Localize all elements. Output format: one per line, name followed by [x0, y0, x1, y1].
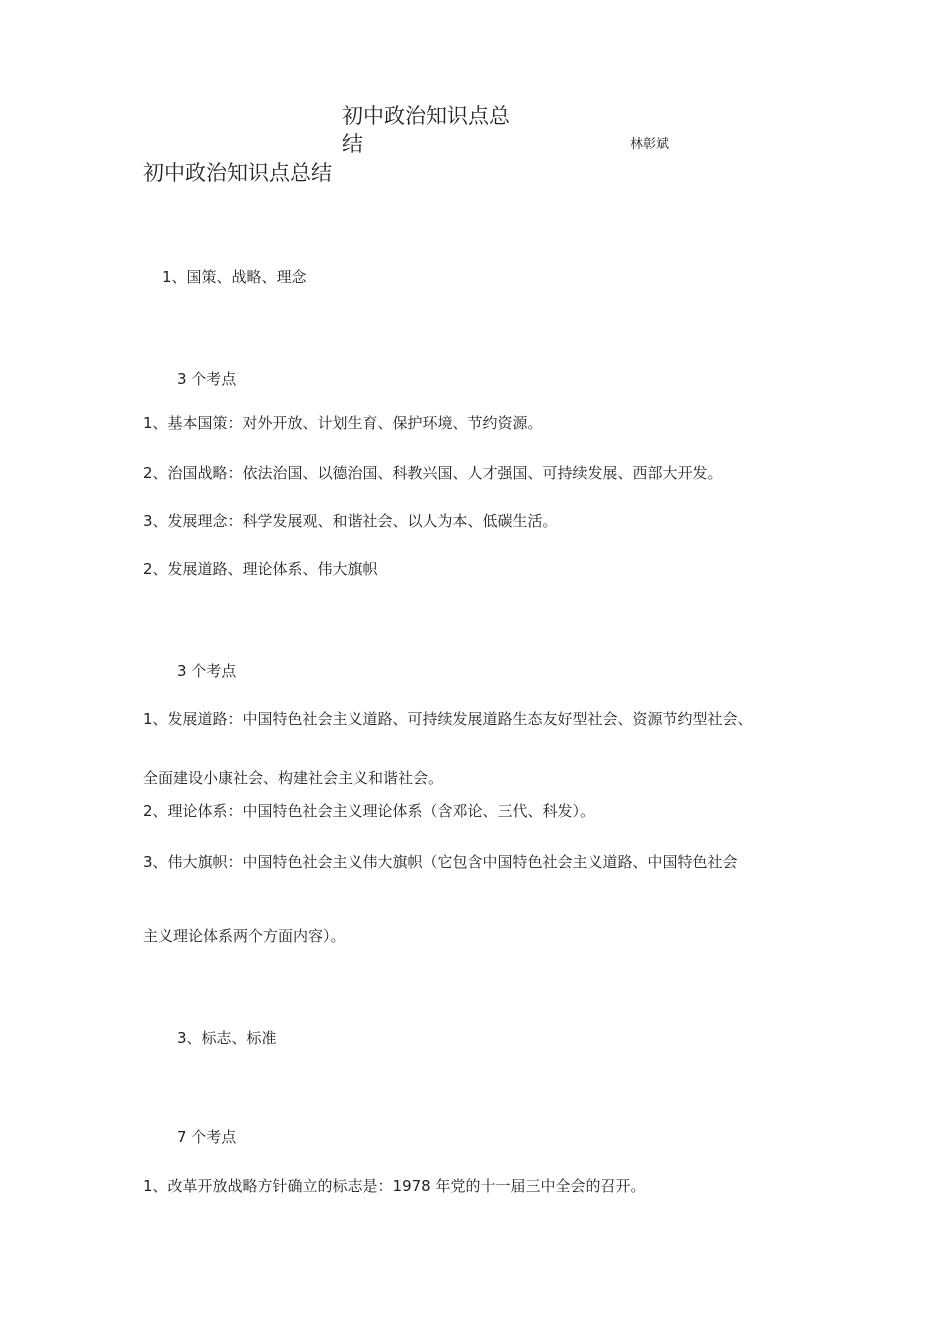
- list-item: 1、改革开放战略方针确立的标志是：1978 年党的十一届三中全会的召开。: [143, 1177, 646, 1195]
- list-item: 2、治国战略：依法治国、以德治国、科教兴国、人才强国、可持续发展、西部大开发。: [143, 464, 723, 482]
- document-title: 初中政治知识点总: [342, 104, 510, 128]
- document-subtitle: 初中政治知识点总结: [143, 161, 332, 185]
- author-name: 林彰斌: [630, 137, 670, 152]
- list-item-continued: 主义理论体系两个方面内容）。: [143, 927, 346, 945]
- list-item: 3、伟大旗帜：中国特色社会主义伟大旗帜（它包含中国特色社会主义道路、中国特色社会: [143, 853, 738, 871]
- point-count-2: 3 个考点: [177, 662, 237, 680]
- point-count-3: 7 个考点: [177, 1128, 237, 1146]
- section-heading-3: 3、标志、标准: [177, 1029, 277, 1047]
- section-heading-1: 1、国策、战略、理念: [162, 268, 307, 286]
- section-heading-2: 2、发展道路、理论体系、伟大旗帜: [143, 560, 378, 578]
- list-item: 1、基本国策：对外开放、计划生育、保护环境、节约资源。: [143, 414, 543, 432]
- list-item-continued: 全面建设小康社会、构建社会主义和谐社会。: [143, 769, 444, 787]
- list-item: 1、发展道路：中国特色社会主义道路、可持续发展道路生态友好型社会、资源节约型社会、: [143, 710, 753, 728]
- list-item: 3、发展理念：科学发展观、和谐社会、以人为本、低碳生活。: [143, 512, 558, 530]
- list-item: 2、理论体系：中国特色社会主义理论体系（含邓论、三代、科发）。: [143, 802, 596, 820]
- document-title-continued: 结: [342, 132, 363, 156]
- point-count-1: 3 个考点: [177, 370, 237, 388]
